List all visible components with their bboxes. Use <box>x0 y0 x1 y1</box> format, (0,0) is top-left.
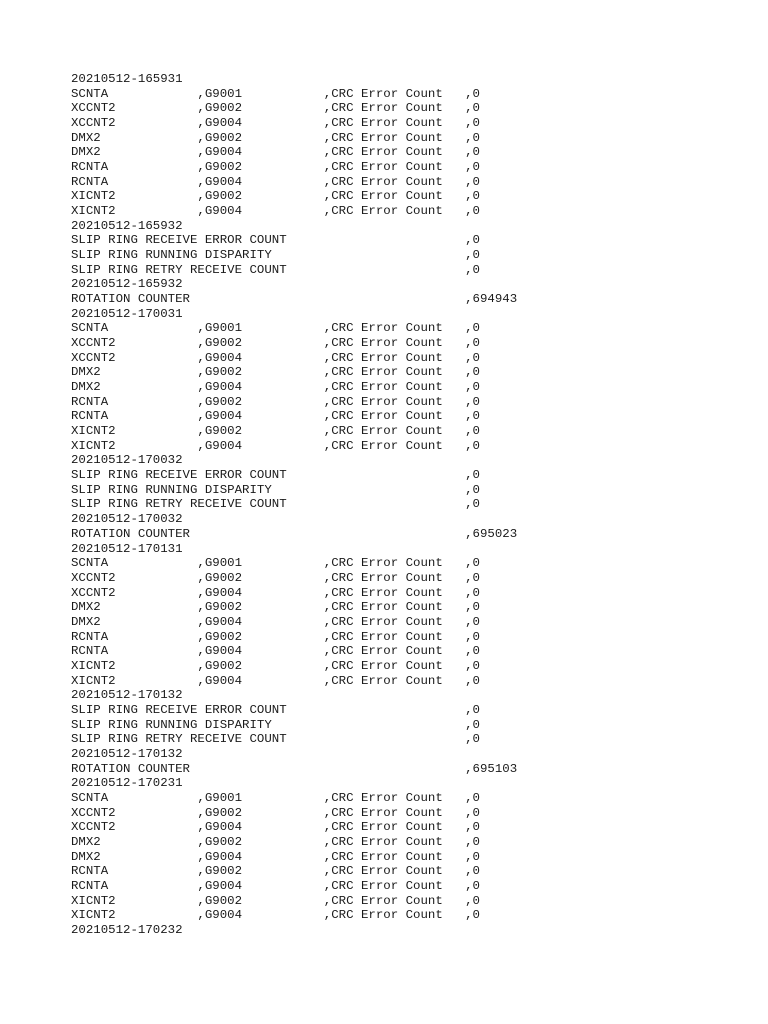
crc-error-count-row: DMX2 ,G9002 ,CRC Error Count ,0 <box>71 834 480 849</box>
crc-error-count-row: XICNT2 ,G9004 ,CRC Error Count ,0 <box>71 204 480 219</box>
log-timestamp: 20210512-170231 <box>71 776 183 791</box>
crc-error-count-row: RCNTA ,G9004 ,CRC Error Count ,0 <box>71 174 480 189</box>
slip-ring-row: SLIP RING RETRY RECEIVE COUNT ,0 <box>71 262 480 277</box>
log-timestamp: 20210512-170032 <box>71 453 183 468</box>
log-timestamp: 20210512-170132 <box>71 688 183 703</box>
crc-error-count-row: DMX2 ,G9004 ,CRC Error Count ,0 <box>71 849 480 864</box>
crc-error-count-row: SCNTA ,G9001 ,CRC Error Count ,0 <box>71 556 480 571</box>
crc-error-count-row: XCCNT2 ,G9004 ,CRC Error Count ,0 <box>71 116 480 131</box>
log-timestamp: 20210512-165931 <box>71 72 183 86</box>
log-timestamp: 20210512-165932 <box>71 218 183 233</box>
log-timestamp: 20210512-170032 <box>71 512 183 527</box>
crc-error-count-row: XICNT2 ,G9002 ,CRC Error Count ,0 <box>71 893 480 908</box>
rotation-counter-row: ROTATION COUNTER ,694943 <box>71 292 518 307</box>
slip-ring-row: SLIP RING RECEIVE ERROR COUNT ,0 <box>71 702 480 717</box>
rotation-counter-row: ROTATION COUNTER ,695103 <box>71 761 518 776</box>
slip-ring-row: SLIP RING RECEIVE ERROR COUNT ,0 <box>71 233 480 248</box>
crc-error-count-row: RCNTA ,G9004 ,CRC Error Count ,0 <box>71 644 480 659</box>
crc-error-count-row: XICNT2 ,G9004 ,CRC Error Count ,0 <box>71 438 480 453</box>
crc-error-count-row: SCNTA ,G9001 ,CRC Error Count ,0 <box>71 86 480 101</box>
crc-error-count-row: XICNT2 ,G9004 ,CRC Error Count ,0 <box>71 673 480 688</box>
crc-error-count-row: XCCNT2 ,G9002 ,CRC Error Count ,0 <box>71 570 480 585</box>
crc-error-count-row: RCNTA ,G9002 ,CRC Error Count ,0 <box>71 394 480 409</box>
crc-error-count-row: XCCNT2 ,G9002 ,CRC Error Count ,0 <box>71 101 480 116</box>
log-timestamp: 20210512-170132 <box>71 746 183 761</box>
crc-error-count-row: RCNTA ,G9002 ,CRC Error Count ,0 <box>71 160 480 175</box>
log-timestamp: 20210512-170031 <box>71 306 183 321</box>
crc-error-count-row: XCCNT2 ,G9004 ,CRC Error Count ,0 <box>71 820 480 835</box>
crc-error-count-row: XICNT2 ,G9002 ,CRC Error Count ,0 <box>71 658 480 673</box>
log-timestamp: 20210512-170131 <box>71 541 183 556</box>
crc-error-count-row: XCCNT2 ,G9004 ,CRC Error Count ,0 <box>71 585 480 600</box>
crc-error-count-row: DMX2 ,G9004 ,CRC Error Count ,0 <box>71 614 480 629</box>
slip-ring-row: SLIP RING RUNNING DISPARITY ,0 <box>71 248 480 263</box>
crc-error-count-row: DMX2 ,G9004 ,CRC Error Count ,0 <box>71 145 480 160</box>
crc-error-count-row: DMX2 ,G9002 ,CRC Error Count ,0 <box>71 365 480 380</box>
crc-error-count-row: SCNTA ,G9001 ,CRC Error Count ,0 <box>71 321 480 336</box>
log-text-document <box>71 72 517 938</box>
crc-error-count-row: XICNT2 ,G9002 ,CRC Error Count ,0 <box>71 424 480 439</box>
crc-error-count-row: XCCNT2 ,G9002 ,CRC Error Count ,0 <box>71 336 480 351</box>
slip-ring-row: SLIP RING RECEIVE ERROR COUNT ,0 <box>71 468 480 483</box>
slip-ring-row: SLIP RING RUNNING DISPARITY ,0 <box>71 482 480 497</box>
crc-error-count-row: RCNTA ,G9002 ,CRC Error Count ,0 <box>71 864 480 879</box>
crc-error-count-row: SCNTA ,G9001 ,CRC Error Count ,0 <box>71 790 480 805</box>
crc-error-count-row: DMX2 ,G9002 ,CRC Error Count ,0 <box>71 130 480 145</box>
crc-error-count-row: DMX2 ,G9004 ,CRC Error Count ,0 <box>71 380 480 395</box>
slip-ring-row: SLIP RING RETRY RECEIVE COUNT ,0 <box>71 497 480 512</box>
rotation-counter-row: ROTATION COUNTER ,695023 <box>71 526 518 541</box>
crc-error-count-row: XICNT2 ,G9002 ,CRC Error Count ,0 <box>71 189 480 204</box>
log-timestamp: 20210512-170232 <box>71 922 183 937</box>
crc-error-count-row: RCNTA ,G9004 ,CRC Error Count ,0 <box>71 878 480 893</box>
crc-error-count-row: XCCNT2 ,G9004 ,CRC Error Count ,0 <box>71 350 480 365</box>
crc-error-count-row: RCNTA ,G9002 ,CRC Error Count ,0 <box>71 629 480 644</box>
slip-ring-row: SLIP RING RETRY RECEIVE COUNT ,0 <box>71 732 480 747</box>
crc-error-count-row: DMX2 ,G9002 ,CRC Error Count ,0 <box>71 600 480 615</box>
slip-ring-row: SLIP RING RUNNING DISPARITY ,0 <box>71 717 480 732</box>
crc-error-count-row: RCNTA ,G9004 ,CRC Error Count ,0 <box>71 409 480 424</box>
crc-error-count-row: XICNT2 ,G9004 ,CRC Error Count ,0 <box>71 908 480 923</box>
log-timestamp: 20210512-165932 <box>71 277 183 292</box>
crc-error-count-row: XCCNT2 ,G9002 ,CRC Error Count ,0 <box>71 805 480 820</box>
